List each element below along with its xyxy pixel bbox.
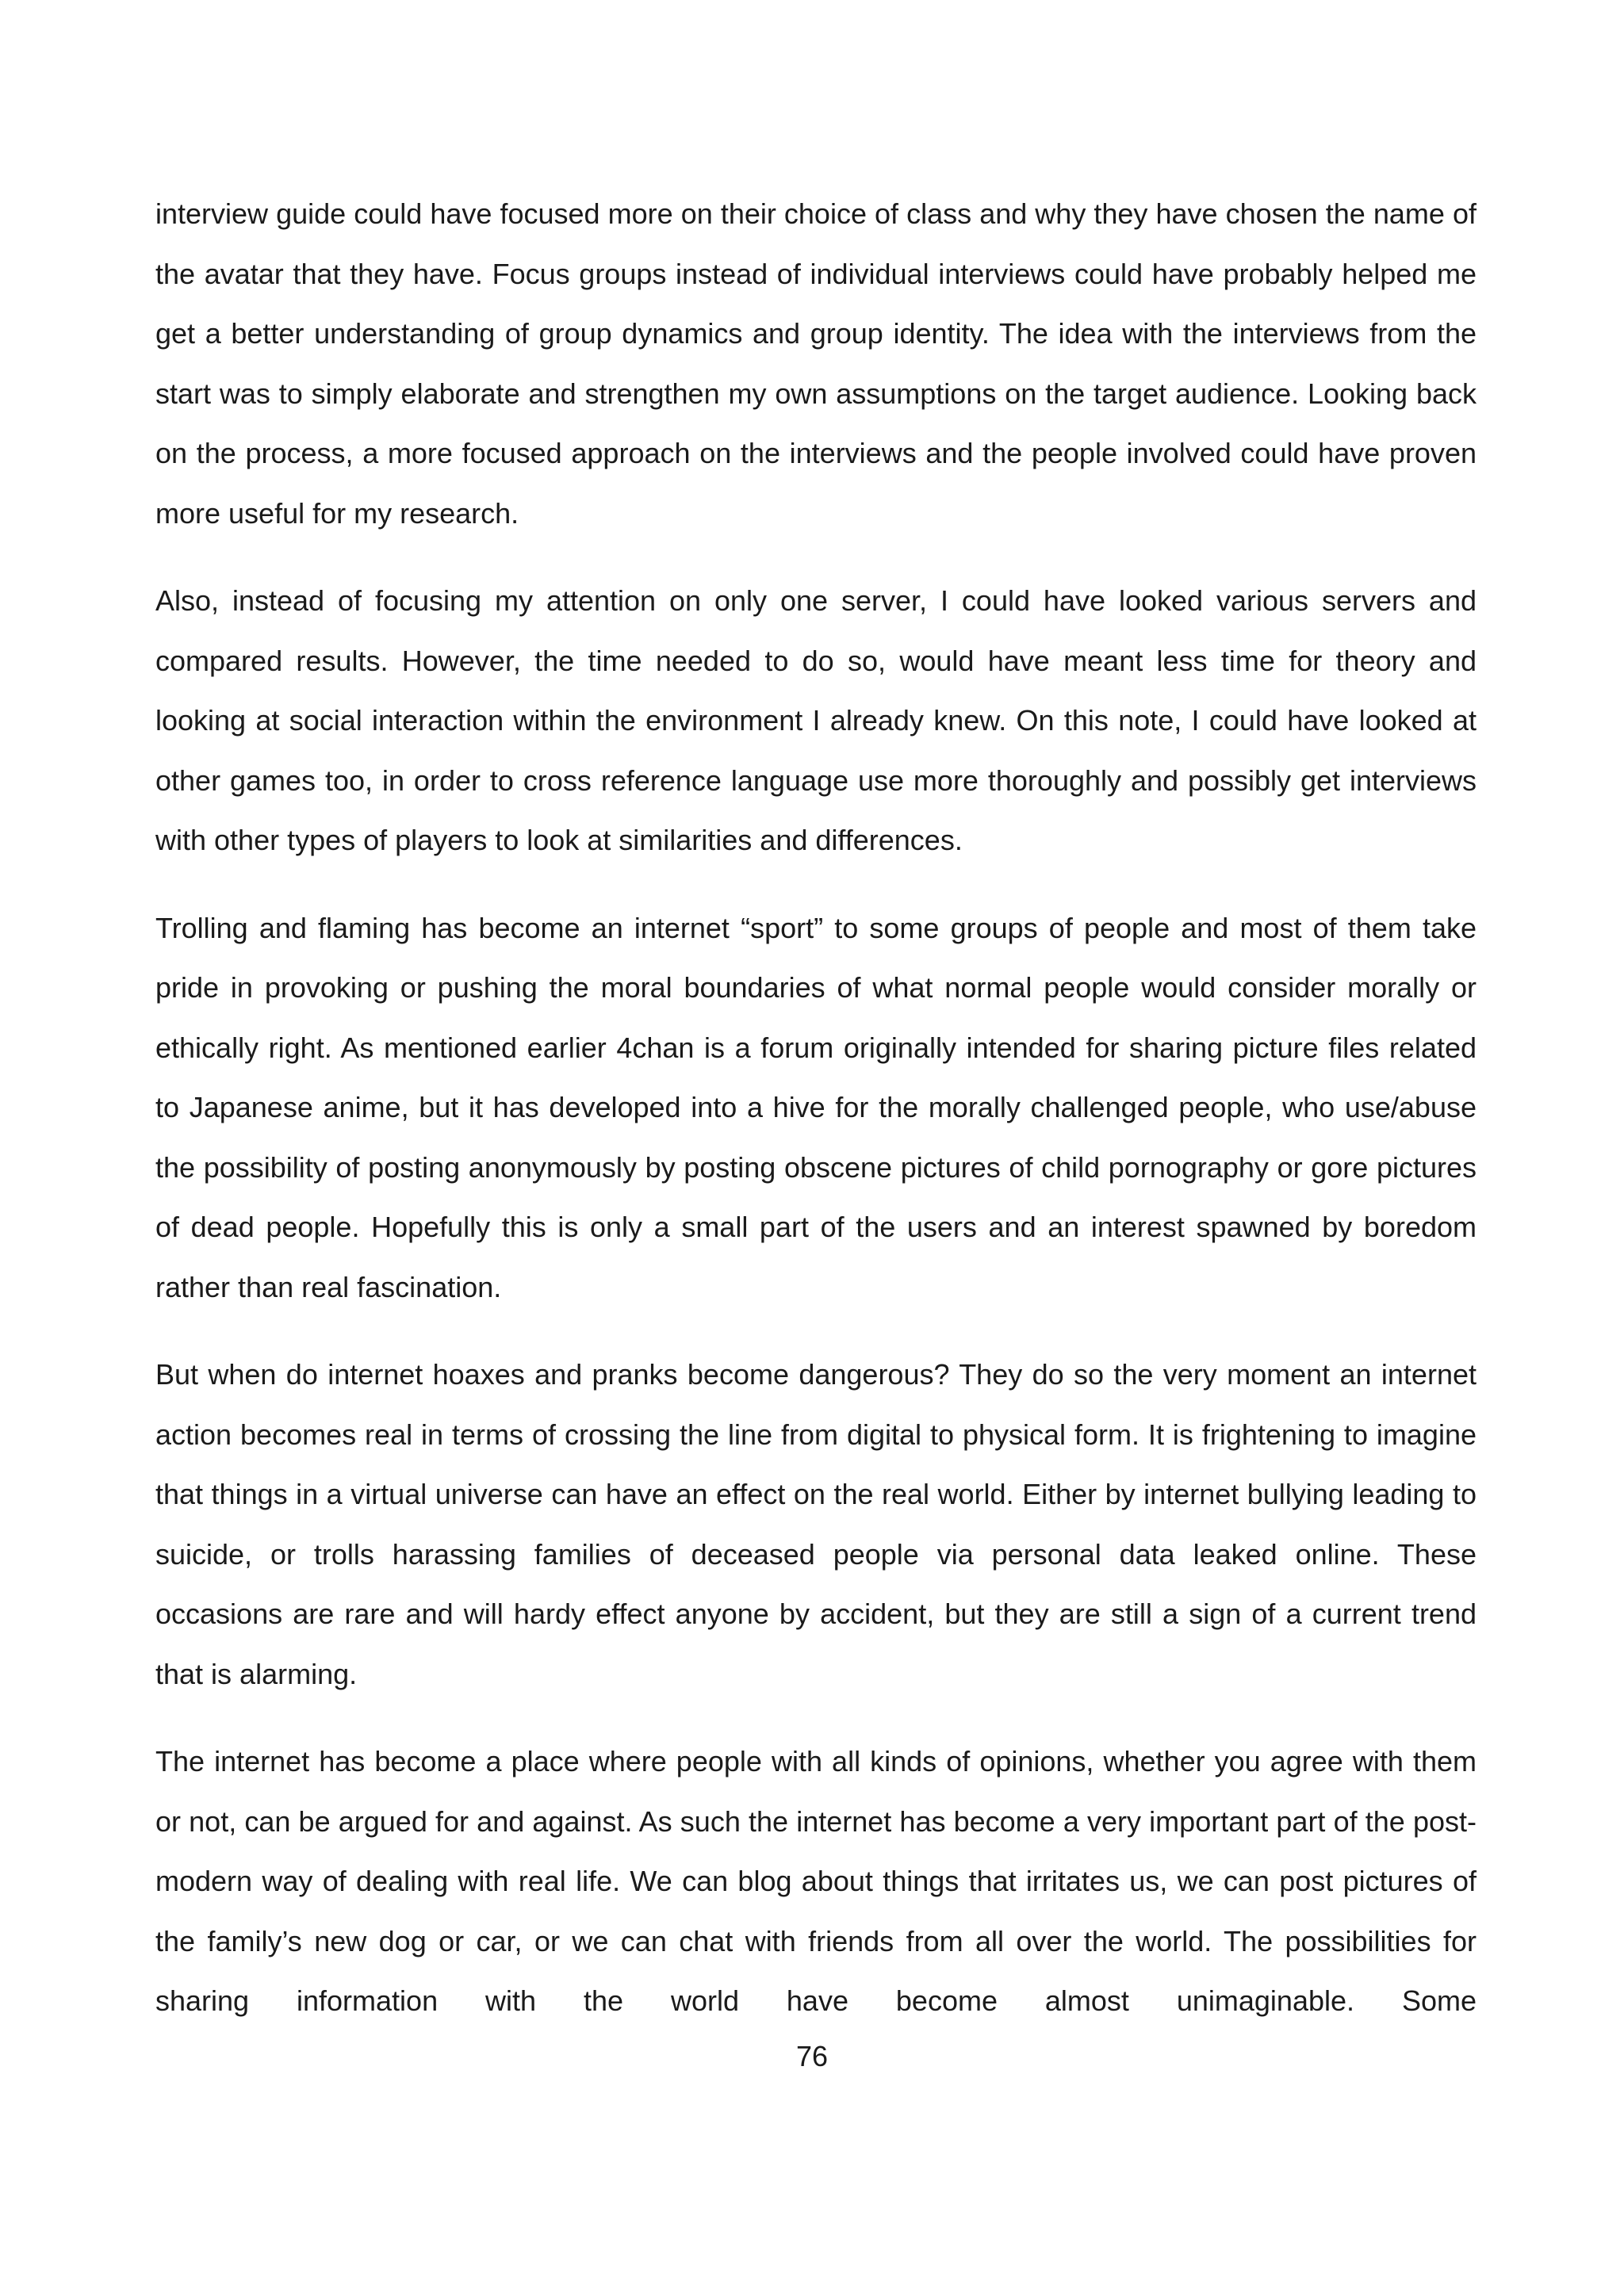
paragraph-1: interview guide could have focused more on their choice of class and why they have chosen the name of the avatar that they have. Focus groups instead of individual interviews could have probably helped me get a better understanding of group dynamics and group identity. The idea with the interviews from the start was to simply elaborate and strengthen my own assumptions on the target audience. Looking back on the process, a more focused approach on the interviews and the people involved could have proven more useful for my research.: [155, 197, 1477, 530]
paragraph-3: Trolling and flaming has become an internet “sport” to some groups of people and most of them take pride in provoking or pushing the moral boundaries of what normal people would consider morally or ethically right. As mentioned earlier 4chan is a forum originally intended for sharing picture files related to Japanese anime, but it has developed into a hive for the morally challenged people, who use/abuse the possibility of posting anonymously by posting obscene pictures of child pornography or gore pictures of dead people. Hopefully this is only a small part of the users and an interest spawned by boredom rather than real fascination.: [155, 911, 1477, 1303]
paragraph-5: The internet has become a place where people with all kinds of opinions, whether you agree with them or not, can be argued for and against. As such the internet has become a very important part of the post-modern way of dealing with real life. We can blog about things that irritates us, we can post pictures of the family’s new dog or car, or we can chat with friends from all over the world. The possibilities for sharing information with the world have become almost unimaginable. Some: [155, 1745, 1477, 2017]
page-number: 76: [795, 2040, 829, 2072]
paragraph-2: Also, instead of focusing my attention on only one server, I could have looked various servers and compared results. However, the time needed to do so, would have meant less time for theory and looking at social interaction within the environment I already knew. On this note, I could have looked at other games too, in order to cross reference language use more thoroughly and possibly get interviews with other types of players to look at similarities and differences.: [155, 584, 1477, 856]
paragraph-4: But when do internet hoaxes and pranks become dangerous? They do so the very moment an internet action becomes real in terms of crossing the line from digital to physical form. It is frightening to imagine that things in a virtual universe can have an effect on the real world. Either by internet bullying leading to suicide, or trolls harassing families of deceased people via personal data leaked online. These occasions are rare and will hardy effect anyone by accident, but they are still a sign of a current trend that is alarming.: [155, 1358, 1477, 1690]
body-text: [155, 184, 1477, 2031]
